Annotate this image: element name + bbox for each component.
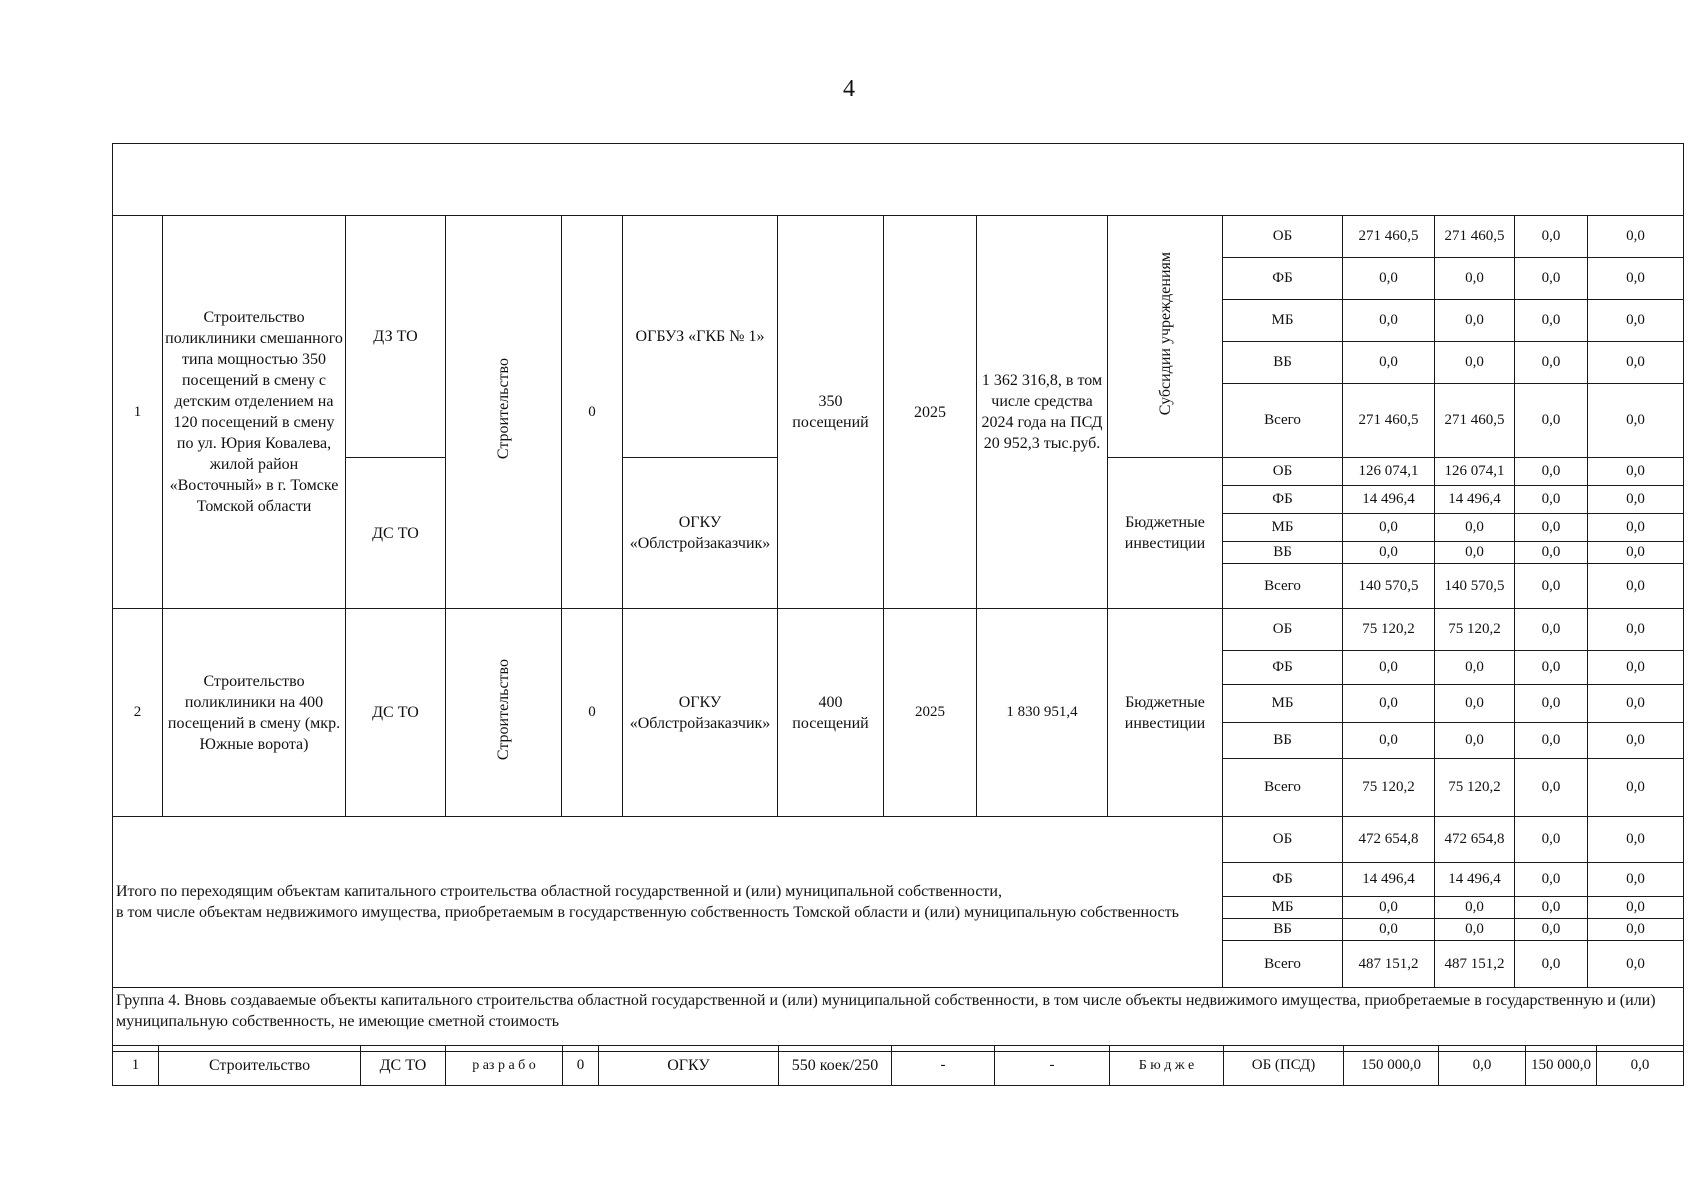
value-cell: 0,0 <box>1588 384 1684 458</box>
customer-cell: ОГБУЗ «ГКБ № 1» <box>623 216 778 458</box>
value-cell: 0,0 <box>1515 685 1588 723</box>
value-cell: 0,0 <box>1343 723 1435 759</box>
value-cell: 0,0 <box>1515 342 1588 384</box>
work-kind-text: р аз р а б о <box>472 1058 536 1073</box>
value-cell: 150 000,0 <box>1344 1046 1439 1086</box>
table-row <box>113 216 1684 258</box>
year-cell: 2025 <box>884 609 977 817</box>
agency-cell: ДЗ ТО <box>346 216 446 458</box>
value-cell: 14 496,4 <box>1343 863 1435 897</box>
capacity-cell: 550 коек/250 <box>779 1046 892 1086</box>
work-kind-cell <box>446 216 562 609</box>
value-cell: 0,0 <box>1435 258 1515 300</box>
source-cell: МБ <box>1223 685 1343 723</box>
value-cell: 0,0 <box>1343 897 1435 919</box>
work-kind-text: Строительство <box>495 358 512 460</box>
value-cell: 472 654,8 <box>1343 817 1435 863</box>
value-cell: 0,0 <box>1588 514 1684 542</box>
row-number: 1 <box>113 216 163 609</box>
value-cell: 0,0 <box>1588 941 1684 988</box>
agency-cell: ДС ТО <box>361 1046 446 1086</box>
value-cell: 0,0 <box>1588 759 1684 817</box>
value-cell: 140 570,5 <box>1343 564 1435 609</box>
source-cell: ВБ <box>1223 919 1343 941</box>
source-cell: ОБ <box>1223 216 1343 258</box>
value-cell: 0,0 <box>1435 723 1515 759</box>
source-cell: ОБ <box>1223 609 1343 651</box>
value-cell: 271 460,5 <box>1435 216 1515 258</box>
value-cell: 0,0 <box>1343 685 1435 723</box>
value-cell: 0,0 <box>1588 863 1684 897</box>
value-cell: 0,0 <box>1343 919 1435 941</box>
agency-cell: ДС ТО <box>346 458 446 609</box>
value-cell: 140 570,5 <box>1435 564 1515 609</box>
zero-cell: 0 <box>562 216 623 609</box>
value-cell: 0,0 <box>1588 897 1684 919</box>
work-kind-cell <box>446 1046 563 1086</box>
source-cell: Всего <box>1223 759 1343 817</box>
source-cell: МБ <box>1223 300 1343 342</box>
value-cell: 0,0 <box>1588 258 1684 300</box>
row-number: 2 <box>113 609 163 817</box>
funding-form-cell <box>1110 1046 1224 1086</box>
capacity-cell: 400 посещений <box>778 609 884 817</box>
value-cell: 271 460,5 <box>1435 384 1515 458</box>
value-cell: 472 654,8 <box>1435 817 1515 863</box>
value-cell: 0,0 <box>1588 919 1684 941</box>
value-cell: 0,0 <box>1515 300 1588 342</box>
value-cell: 0,0 <box>1343 514 1435 542</box>
total-row <box>113 817 1684 863</box>
value-cell: 0,0 <box>1515 759 1588 817</box>
source-cell: Всего <box>1223 941 1343 988</box>
value-cell: 0,0 <box>1588 216 1684 258</box>
value-cell: 0,0 <box>1435 542 1515 564</box>
value-cell: 0,0 <box>1435 919 1515 941</box>
value-cell: 0,0 <box>1435 342 1515 384</box>
value-cell: 0,0 <box>1343 542 1435 564</box>
source-cell: ВБ <box>1223 542 1343 564</box>
value-cell: 0,0 <box>1515 651 1588 685</box>
table-header-band <box>113 144 1684 216</box>
zero-cell: 0 <box>562 609 623 817</box>
value-cell: 271 460,5 <box>1343 216 1435 258</box>
value-cell: 14 496,4 <box>1435 863 1515 897</box>
value-cell: 0,0 <box>1588 609 1684 651</box>
value-cell: 0,0 <box>1435 685 1515 723</box>
row-number: 1 <box>113 1046 159 1086</box>
value-cell: 0,0 <box>1515 258 1588 300</box>
investment-table <box>112 143 1684 1052</box>
group-4-table <box>112 1045 1684 1086</box>
customer-cell: ОГКУ «Облстройзаказчик» <box>623 458 778 609</box>
source-cell: МБ <box>1223 897 1343 919</box>
cost-cell: 1 362 316,8, в том числе средства 2024 года на ПСД 20 952,3 тыс.руб. <box>977 216 1108 609</box>
value-cell: 0,0 <box>1515 817 1588 863</box>
source-cell: ОБ <box>1223 817 1343 863</box>
cost-cell: 1 830 951,4 <box>977 609 1108 817</box>
value-cell: 487 151,2 <box>1435 941 1515 988</box>
customer-cell: ОГКУ «Облстройзаказчик» <box>623 609 778 817</box>
table-row <box>113 609 1684 651</box>
value-cell: 0,0 <box>1435 514 1515 542</box>
cost-cell: - <box>995 1046 1110 1086</box>
capacity-cell: 350 посещений <box>778 216 884 609</box>
source-cell: ВБ <box>1223 723 1343 759</box>
funding-form-text: Субсидии учреждениям <box>1156 251 1174 416</box>
source-cell: ФБ <box>1223 651 1343 685</box>
value-cell: 0,0 <box>1588 651 1684 685</box>
value-cell: 0,0 <box>1515 216 1588 258</box>
value-cell: 271 460,5 <box>1343 384 1435 458</box>
source-cell: ОБ <box>1223 458 1343 486</box>
total-label <box>113 817 1223 988</box>
value-cell: 0,0 <box>1515 542 1588 564</box>
value-cell: 0,0 <box>1597 1046 1684 1086</box>
work-kind-cell <box>446 609 562 817</box>
value-cell: 0,0 <box>1515 384 1588 458</box>
funding-form-cell: Бюджетные инвестиции <box>1108 458 1223 609</box>
value-cell: 0,0 <box>1515 609 1588 651</box>
group-heading-row <box>113 988 1684 1052</box>
value-cell: 0,0 <box>1515 486 1588 514</box>
funding-form-cell <box>1108 216 1223 458</box>
value-cell: 75 120,2 <box>1343 609 1435 651</box>
value-cell: 14 496,4 <box>1343 486 1435 514</box>
value-cell: 0,0 <box>1515 863 1588 897</box>
value-cell: 126 074,1 <box>1343 458 1435 486</box>
object-name: Строительство поликлиники смешанного типа мощностью 350 посещений в смену с детским отделением на 120 посещений в смену по ул. Юрия Ковалева, жилой район «Восточный» в г. Томске Томской области <box>163 216 346 609</box>
value-cell: 0,0 <box>1515 897 1588 919</box>
funding-form-text: Б ю д ж е <box>1138 1058 1195 1073</box>
value-cell: 0,0 <box>1588 542 1684 564</box>
source-cell: МБ <box>1223 514 1343 542</box>
value-cell: 0,0 <box>1588 723 1684 759</box>
value-cell: 0,0 <box>1343 300 1435 342</box>
value-cell: 487 151,2 <box>1343 941 1435 988</box>
value-cell: 150 000,0 <box>1526 1046 1597 1086</box>
value-cell: 0,0 <box>1515 723 1588 759</box>
agency-cell: ДС ТО <box>346 609 446 817</box>
source-cell: ФБ <box>1223 863 1343 897</box>
source-cell: ФБ <box>1223 258 1343 300</box>
zero-cell: 0 <box>563 1046 599 1086</box>
value-cell: 0,0 <box>1588 458 1684 486</box>
value-cell: 0,0 <box>1588 342 1684 384</box>
value-cell: 0,0 <box>1588 300 1684 342</box>
value-cell: 0,0 <box>1515 919 1588 941</box>
value-cell: 0,0 <box>1588 564 1684 609</box>
funding-form-cell: Бюджетные инвестиции <box>1108 609 1223 817</box>
source-cell: Всего <box>1223 384 1343 458</box>
table-row <box>113 1046 1684 1086</box>
value-cell: 0,0 <box>1439 1046 1526 1086</box>
value-cell: 0,0 <box>1588 685 1684 723</box>
value-cell: 0,0 <box>1435 300 1515 342</box>
year-cell: 2025 <box>884 216 977 609</box>
source-cell: Всего <box>1223 564 1343 609</box>
total-label-line-1: Итого по переходящим объектам капитального строительства областной государственной и (или) муниципальной собственности, <box>116 883 1002 900</box>
value-cell: 0,0 <box>1515 458 1588 486</box>
value-cell: 0,0 <box>1515 941 1588 988</box>
value-cell: 0,0 <box>1343 258 1435 300</box>
value-cell: 75 120,2 <box>1343 759 1435 817</box>
value-cell: 14 496,4 <box>1435 486 1515 514</box>
value-cell: 0,0 <box>1343 651 1435 685</box>
value-cell: 0,0 <box>1435 651 1515 685</box>
page-number: 4 <box>843 76 855 102</box>
total-label-line-2: в том числе объектам недвижимого имущества, приобретаемым в государственную собственность Томской области и (или) муниципальную собственность <box>116 904 1179 921</box>
value-cell: 75 120,2 <box>1435 759 1515 817</box>
object-name: Строительство поликлиники на 400 посещений в смену (мкр. Южные ворота) <box>163 609 346 817</box>
source-cell: ОБ (ПСД) <box>1224 1046 1344 1086</box>
value-cell: 0,0 <box>1588 486 1684 514</box>
value-cell: 126 074,1 <box>1435 458 1515 486</box>
value-cell: 0,0 <box>1588 817 1684 863</box>
year-cell: - <box>892 1046 995 1086</box>
customer-cell: ОГКУ <box>599 1046 779 1086</box>
value-cell: 0,0 <box>1343 342 1435 384</box>
object-name: Строительство <box>159 1046 361 1086</box>
group-4-heading: Группа 4. Вновь создаваемые объекты капитального строительства областной государственной и (или) муниципальной собственности, в том числе объекты недвижимого имущества, приобретаемые в государственную и (или) муниципальную собственность, не имеющие сметной стоимость <box>113 988 1684 1052</box>
work-kind-text: Строительство <box>495 658 512 761</box>
value-cell: 75 120,2 <box>1435 609 1515 651</box>
source-cell: ФБ <box>1223 486 1343 514</box>
value-cell: 0,0 <box>1435 897 1515 919</box>
value-cell: 0,0 <box>1515 564 1588 609</box>
source-cell: ВБ <box>1223 342 1343 384</box>
value-cell: 0,0 <box>1515 514 1588 542</box>
